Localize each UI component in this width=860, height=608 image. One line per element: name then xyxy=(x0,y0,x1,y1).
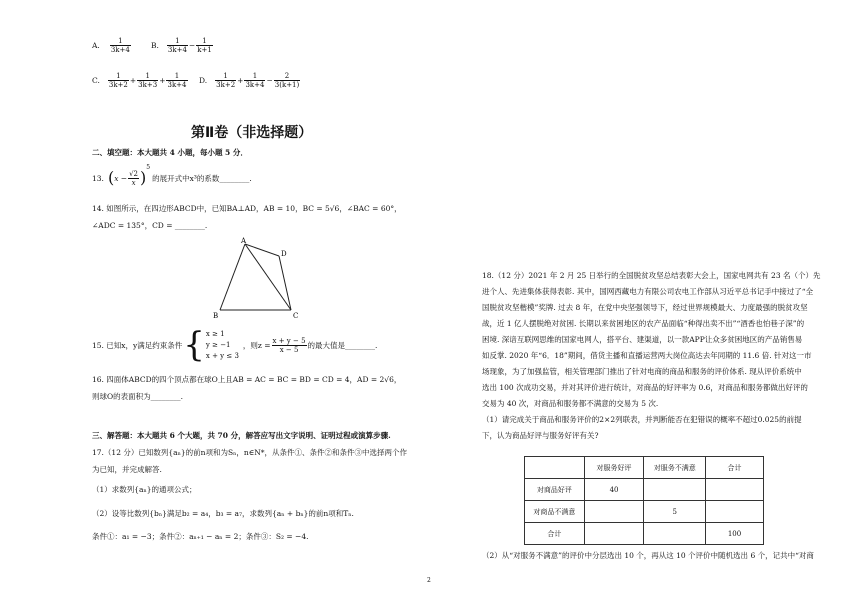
table-cell: 对服务不满意 xyxy=(644,457,706,479)
fraction: $\frac{1}{3k+3}$ xyxy=(138,72,158,89)
table-cell: 对商品不满意 xyxy=(525,501,585,523)
option-a: A. $\frac{1}{3k+4}$ xyxy=(92,37,130,54)
question-17-line2: 为已知，并完成解答. xyxy=(92,465,162,474)
question-18-line2: 进个人、先进集体获得表彰. 其中，国网西藏电力有限公司农电工作部从习近平总书记手中接过了“全 xyxy=(482,287,814,296)
question-18-line10: （1）请完成关于商品和服务评价的2×2列联表，并判断能否在犯错误的概率不超过0.025的前提 xyxy=(482,415,802,424)
table-cell xyxy=(644,479,706,501)
vertex-a-label: A xyxy=(241,237,247,245)
question-17-conditions: 条件①：a₁ = −3；条件②：aₙ₊₁ − aₙ = 2；条件③：S₂ = −4. xyxy=(92,532,309,541)
answer-section-heading: 三、解答题：本大题共 6 个大题，共 70 分，解答应写出文字说明、证明过程或演算步骤. xyxy=(92,431,391,440)
fraction: $\frac{1}{3k+4}$ xyxy=(245,72,265,89)
question-18-line5: 困境. 深谙互联网思维的国家电网人，搭平台、建渠道，以一款APP让众多贫困地区的产品销售易 xyxy=(482,335,803,344)
table-row xyxy=(525,501,764,523)
table-cell xyxy=(706,479,764,501)
question-15: 15. 已知x，y满足约束条件 { x ≥ 1 y ≥ −1 x + y ≤ 3 ，则z = $\frac{x + y - 5}{x - 5}$ 的最大值是________. xyxy=(92,325,378,365)
question-17-line1: 17.（12 分）已知数列{aₙ}的前n项和为Sₙ，n∈N*，从条件①、条件②和条件③中选择两个作 xyxy=(92,448,408,457)
vertex-c-label: C xyxy=(293,312,299,320)
question-18-line6: 如反掌. 2020 年“6．18”期间，借货主播和直播运营两大岗位高达去年同期的 11.6 倍. 针对这一市 xyxy=(482,351,812,360)
vertex-b-label: B xyxy=(213,312,219,320)
table-cell xyxy=(525,457,585,479)
quadrilateral-figure xyxy=(205,236,305,320)
fraction: $\frac{1}{3k+2}$ xyxy=(216,72,236,89)
question-16-line1: 16. 四面体ABCD的四个顶点都在球O上且AB = AC = BC = BD = CD = 4，AD = 2√6， xyxy=(92,375,402,384)
page-number: 2 xyxy=(427,577,431,584)
volume-title: 第Ⅱ卷（非选择题） xyxy=(191,125,313,141)
question-18-line9: 交易为 40 次，对商品和服务都不满意的交易为 5 次. xyxy=(482,399,659,408)
option-b: B. $\frac{1}{3k+4}$ − $\frac{1}{k+1}$ xyxy=(151,37,212,54)
fraction: $\frac{x + y - 5}{x - 5}$ xyxy=(272,336,306,354)
table-cell xyxy=(644,523,706,545)
fill-section-heading: 二、填空题：本大题共 4 小题，每小题 5 分． xyxy=(92,148,248,157)
table-cell xyxy=(706,501,764,523)
table-cell xyxy=(584,523,644,545)
table-cell: 对商品好评 xyxy=(525,479,585,501)
table-cell: 40 xyxy=(584,479,644,501)
option-d: D. $\frac{1}{3k+2}$ + $\frac{1}{3k+4}$ − $\frac{2}{3(k+1)}$ xyxy=(199,72,300,89)
question-14-line2: ∠ADC = 135°，CD = ________. xyxy=(92,221,208,230)
question-17-part2: （2）设等比数列{bₙ}满足b₂ = a₄，b₃ = a₇，求数列{aₙ + bₙ}的前n项和Tₙ. xyxy=(92,509,354,518)
option-c: C. $\frac{1}{3k+2}$ + $\frac{1}{3k+3}$ + $\frac{1}{3k+4}$ xyxy=(92,72,187,89)
table-row xyxy=(525,523,764,545)
table-cell: 对服务好评 xyxy=(584,457,644,479)
fraction: $\frac{1}{3k+4}$ xyxy=(167,72,187,89)
vertex-d-label: D xyxy=(281,250,287,258)
question-18-line3: 国脱贫攻坚楷模”奖牌. 过去 8 年，在党中央坚强领导下，经过世界规模最大、力度最强的脱贫攻坚 xyxy=(482,303,808,312)
question-18-line4: 战，近 1 亿人摆脱绝对贫困. 长期以来贫困地区的农产品面临“种得出卖不出”“酒香也怕巷子深”的 xyxy=(482,319,805,328)
fraction: $\frac{1}{3k+2}$ xyxy=(108,72,128,89)
table-cell: 合计 xyxy=(525,523,585,545)
contingency-table xyxy=(524,456,764,545)
question-18-line1: 18.（12 分）2021 年 2 月 25 日举行的全国脱贫攻坚总结表彰大会上，国家电网共有 23 名（个）先 xyxy=(482,271,821,280)
table-cell: 合计 xyxy=(706,457,764,479)
fraction: $\frac{√2}{x}$ xyxy=(129,169,139,187)
fraction: $\frac{1}{k+1}$ xyxy=(197,37,212,54)
table-cell: 5 xyxy=(644,501,706,523)
question-17-part1: （1）求数列{aₙ}的通项公式； xyxy=(92,485,197,494)
question-18-line7: 场现象，为了加强监管，相关管理部门推出了针对电商的商品和服务的评价体系. 现从评价系统中 xyxy=(482,367,802,376)
fraction: $\frac{2}{3(k+1)}$ xyxy=(274,72,300,89)
table-cell: 100 xyxy=(706,523,764,545)
question-18-part2: （2）从“对服务不满意”的评价中分层选出 10 个，再从这 10 个评价中随机选出 6 个，记共中“对商 xyxy=(482,551,814,560)
fraction: $\frac{1}{3k+4}$ xyxy=(167,37,187,54)
question-18-line11: 下，认为商品好评与服务好评有关? xyxy=(482,431,599,440)
question-16-line2: 则球O的表面积为________. xyxy=(92,392,184,401)
table-header-row xyxy=(525,457,764,479)
fraction: $\frac{1}{3k+4}$ xyxy=(110,37,130,54)
question-14-line1: 14. 如图所示，在四边形ABCD中，已知BA⊥AD，AB = 10，BC = 5√6，∠BAC = 60°， xyxy=(92,204,402,213)
question-18-line8: 选出 100 次成功交易，并对其评价进行统计，对商品的好评率为 0.6，对商品和服务都做出好评的 xyxy=(482,383,808,392)
question-13: 13. ( x − $\frac{√2}{x}$ ) 5 的展开式中x³的系数________. xyxy=(92,163,252,187)
table-row xyxy=(525,479,764,501)
table-cell xyxy=(584,501,644,523)
